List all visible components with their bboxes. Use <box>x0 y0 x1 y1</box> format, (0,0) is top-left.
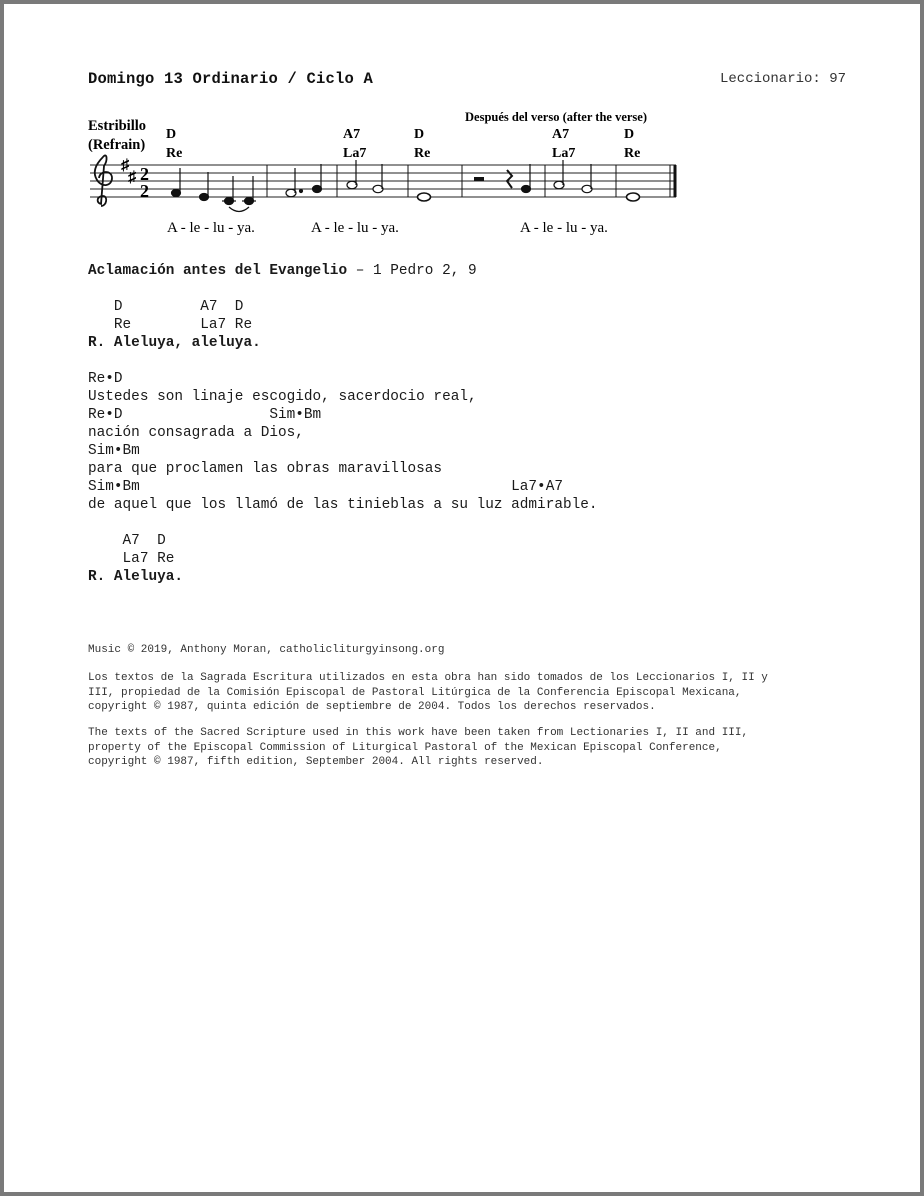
response-chords-english: A7 D <box>88 533 166 549</box>
lyric-line: A - le - lu - ya. <box>167 220 255 236</box>
chord-es: La7 <box>343 146 367 161</box>
response-chords-english: D A7 D <box>88 299 244 315</box>
chord-en: D <box>166 127 177 142</box>
lyric-line: A - le - lu - ya. <box>520 220 608 236</box>
scripture-reference: – 1 Pedro 2, 9 <box>347 263 477 279</box>
notes <box>172 168 257 212</box>
english-copyright-line: The texts of the Sacred Scripture used in this work have been taken from Lectionaries I, II and III, <box>88 727 749 739</box>
refrain-score <box>4 100 920 250</box>
leccionario-number: Leccionario: 97 <box>720 71 847 87</box>
verse-line: nación consagrada a Dios, <box>88 425 304 441</box>
acclamation-heading-line <box>88 262 477 280</box>
after-verse-note: Después del verso (after the verse) <box>465 110 648 124</box>
whole-note <box>418 193 431 201</box>
acclamation-heading: Aclamación antes del Evangelio <box>88 263 348 279</box>
verse-chords: Re•D Sim•Bm <box>88 407 322 423</box>
verse-chords: Re•D <box>88 371 123 387</box>
document-page <box>4 4 920 1192</box>
refrain-label-english: (Refrain) <box>88 137 146 153</box>
verse-line: de aquel que los llamó de las tinieblas a su luz admirable. <box>88 497 598 513</box>
chord-en: D <box>624 127 635 142</box>
response-chords-spanish: Re La7 Re <box>88 317 253 333</box>
chord-en: A7 <box>343 127 361 142</box>
spanish-copyright-line: copyright © 1987, quinta edición de septiembre de 2004. Todos los derechos reservados. <box>88 701 656 713</box>
verse-line: Ustedes son linaje escogido, sacerdocio real, <box>88 389 477 405</box>
refrain-label: Estribillo <box>88 118 147 134</box>
sharp-icon: ♯ <box>121 157 129 174</box>
sharp-icon: ♯ <box>128 169 136 186</box>
page-title: Domingo 13 Ordinario / Ciclo A <box>88 70 374 88</box>
chord-en: A7 <box>552 127 570 142</box>
notes <box>286 164 322 197</box>
response-text: R. Aleluya. <box>88 569 183 585</box>
spanish-copyright-line: Los textos de la Sagrada Escritura utilizados en esta obra han sido tomados de los Leccionarios I, II y <box>88 672 768 684</box>
notes <box>522 164 531 193</box>
verse-chords: Sim•Bm La7•A7 <box>88 479 563 495</box>
response-chords-spanish: La7 Re <box>88 551 175 567</box>
chord-en: D <box>414 127 425 142</box>
verse-chords: Sim•Bm <box>88 443 140 459</box>
chord-es: Re <box>624 146 641 161</box>
chord-es: La7 <box>552 146 576 161</box>
verse-line: para que proclamen las obras maravillosas <box>88 461 443 477</box>
time-signature-icon: 2 <box>140 181 149 201</box>
english-copyright-line: property of the Episcopal Commission of Liturgical Pastoral of the Mexican Episcopal Conference, <box>88 741 722 754</box>
whole-note <box>627 193 640 201</box>
chord-es: Re <box>166 146 183 161</box>
time-signature-icon: 2 <box>140 164 149 184</box>
half-rest-icon <box>474 177 484 181</box>
chord-es: Re <box>414 146 431 161</box>
music-credit: Music © 2019, Anthony Moran, catholicliturgyinsong.org <box>88 644 445 656</box>
lyric-line: A - le - lu - ya. <box>311 220 399 236</box>
english-copyright-line: copyright © 1987, fifth edition, September 2004. All rights reserved. <box>88 756 544 768</box>
response-text: R. Aleluya, aleluya. <box>88 335 261 351</box>
spanish-copyright-line: III, propiedad de la Comisión Episcopal de Pastoral Litúrgica de la Conferencia Episcopal Mexicana, <box>88 686 742 699</box>
